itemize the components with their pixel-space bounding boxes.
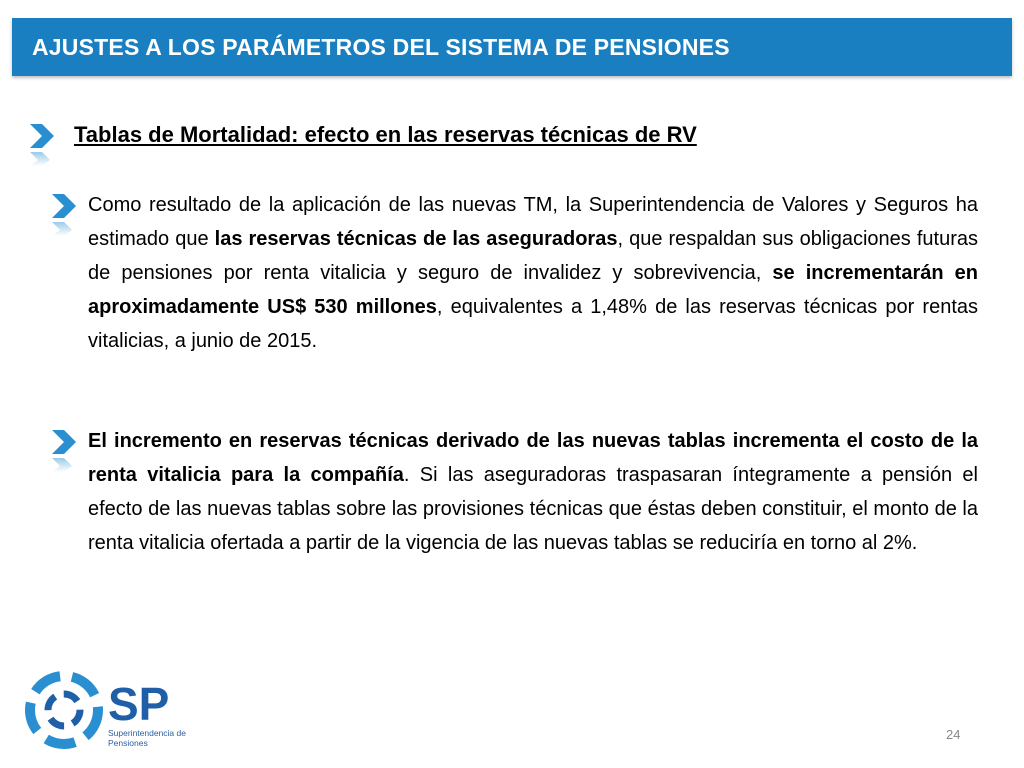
paragraph-reservas (88, 188, 978, 358)
text-segment: Como resultado de la aplicación de las nuevas TM, la Superintendencia de Valores y Seguros ha estimado que (88, 194, 978, 250)
paragraph-incremento (88, 424, 978, 560)
logo-wordmark: SP (108, 678, 170, 730)
bold-segment: las reservas técnicas de las aseguradoras (214, 228, 618, 250)
text-segment: , que respaldan sus obligaciones futuras de pensiones por renta vitalicia y seguro de invalidez y sobrevivencia, (88, 228, 978, 284)
text-segment: . Si las aseguradoras traspasaran íntegramente a pensión el efecto de las nuevas tablas sobre las provisiones técnicas que éstas deben constituir, el monto de la renta vitalicia ofertada a partir de la vigencia de las nuevas tablas se reduciría en torno al 2%. (88, 464, 978, 554)
logo-subtitle: Superintendencia de Pensiones (108, 728, 186, 748)
chevron-bullet-icon (50, 192, 80, 238)
bold-segment: se incrementarán en aproximadamente US$ 530 millones (88, 262, 978, 318)
chevron-bullet-icon (50, 428, 80, 474)
section-heading: Tablas de Mortalidad: efecto en las reservas técnicas de RV (74, 122, 697, 147)
chevron-bullet-icon (28, 122, 58, 168)
page-number: 24 (946, 727, 961, 742)
page-title: AJUSTES A LOS PARÁMETROS DEL SISTEMA DE PENSIONES (32, 34, 730, 60)
title-bar (12, 18, 1012, 76)
bold-segment: El incremento en reservas técnicas derivado de las nuevas tablas incrementa el costo de la renta vitalicia para la compañía (88, 430, 978, 486)
text-segment: , equivalentes a 1,48% de las reservas técnicas por rentas vitalicias, a junio de 2015. (88, 296, 978, 352)
